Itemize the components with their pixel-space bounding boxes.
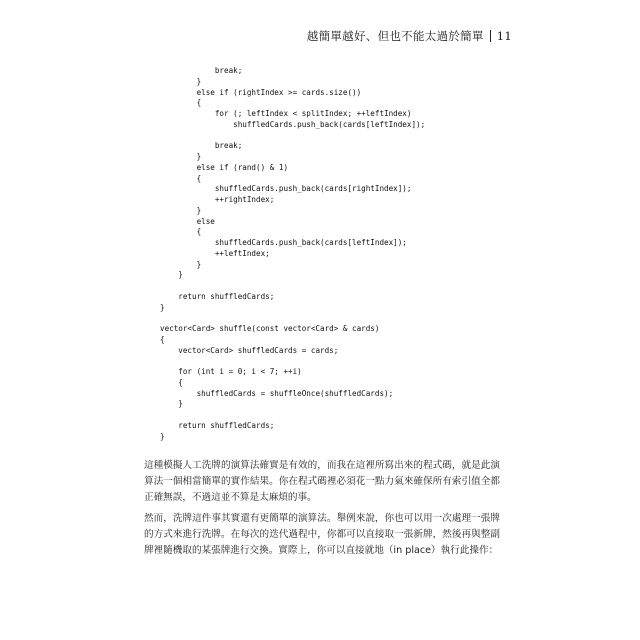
code-line: } (160, 76, 202, 86)
code-line: } (160, 152, 202, 161)
code-line: } (160, 270, 183, 280)
code-line: ++leftIndex; (160, 248, 270, 258)
code-line: else if (rand() & 1) (160, 162, 289, 172)
code-line: shuffledCards.push_back(cards[rightIndex]); (160, 184, 412, 194)
code-line: return shuffledCards; (160, 291, 275, 301)
running-header (307, 28, 512, 44)
code-line: else if (rightIndex >= cards.size()) (160, 87, 362, 97)
code-line (160, 281, 425, 292)
code-line: { (160, 377, 183, 387)
code-line (160, 131, 425, 142)
code-line (160, 356, 425, 367)
body-paragraph-1: 這種模擬人工洗牌的演算法確實是有效的，而我在這裡所寫出來的程式碼，就是此演算法一個相當簡單的實作結果。你在程式碼裡必須花一點力氣來確保所有索引值全都正確無誤，不過這並不算是太麻煩的事。 (144, 460, 500, 503)
code-line: shuffledCards.push_back(cards[leftIndex]); (160, 238, 407, 247)
code-line: break; (160, 141, 243, 151)
code-line: else (160, 216, 215, 226)
code-line: { (160, 334, 165, 344)
code-line: vector<Card> shuffledCards = cards; (160, 345, 339, 355)
code-line (160, 313, 425, 324)
code-line: { (160, 173, 202, 183)
header-divider (490, 30, 491, 42)
code-line: for (; leftIndex < splitIndex; ++leftIndex) (160, 109, 412, 118)
code-line: } (160, 302, 165, 312)
code-line: shuffledCards = shuffleOnce(shuffledCards); (160, 388, 394, 398)
code-line: ++rightIndex; (160, 195, 275, 204)
code-line: } (160, 259, 202, 269)
code-line: for (int i = 0; i < 7; ++i) (160, 367, 302, 376)
code-line: { (160, 227, 202, 237)
page-number: 11 (496, 29, 512, 43)
code-line: vector<Card> shuffle(const vector<Card> & cards) (160, 324, 380, 333)
code-block (160, 66, 425, 442)
chapter-title: 越簡單越好、但也不能太過於簡單 (306, 29, 484, 43)
body-paragraph-2: 然而，洗牌這件事其實還有更簡單的演算法。舉例來說，你也可以用一次處理一張牌的方式來進行洗牌。在每次的迭代過程中，你都可以直接取一張新牌，然後再與整副牌裡隨機取的某張牌進行交換。實際上，你可以直接就地（in place）執行此操作： (144, 513, 500, 556)
code-line: } (160, 205, 202, 215)
code-line: } (160, 399, 183, 409)
code-line: break; (160, 66, 243, 75)
code-line: shuffledCards.push_back(cards[leftIndex]); (160, 119, 426, 129)
code-line: return shuffledCards; (160, 420, 275, 430)
code-line: } (160, 431, 165, 441)
code-line: { (160, 98, 202, 108)
code-line (160, 410, 425, 421)
